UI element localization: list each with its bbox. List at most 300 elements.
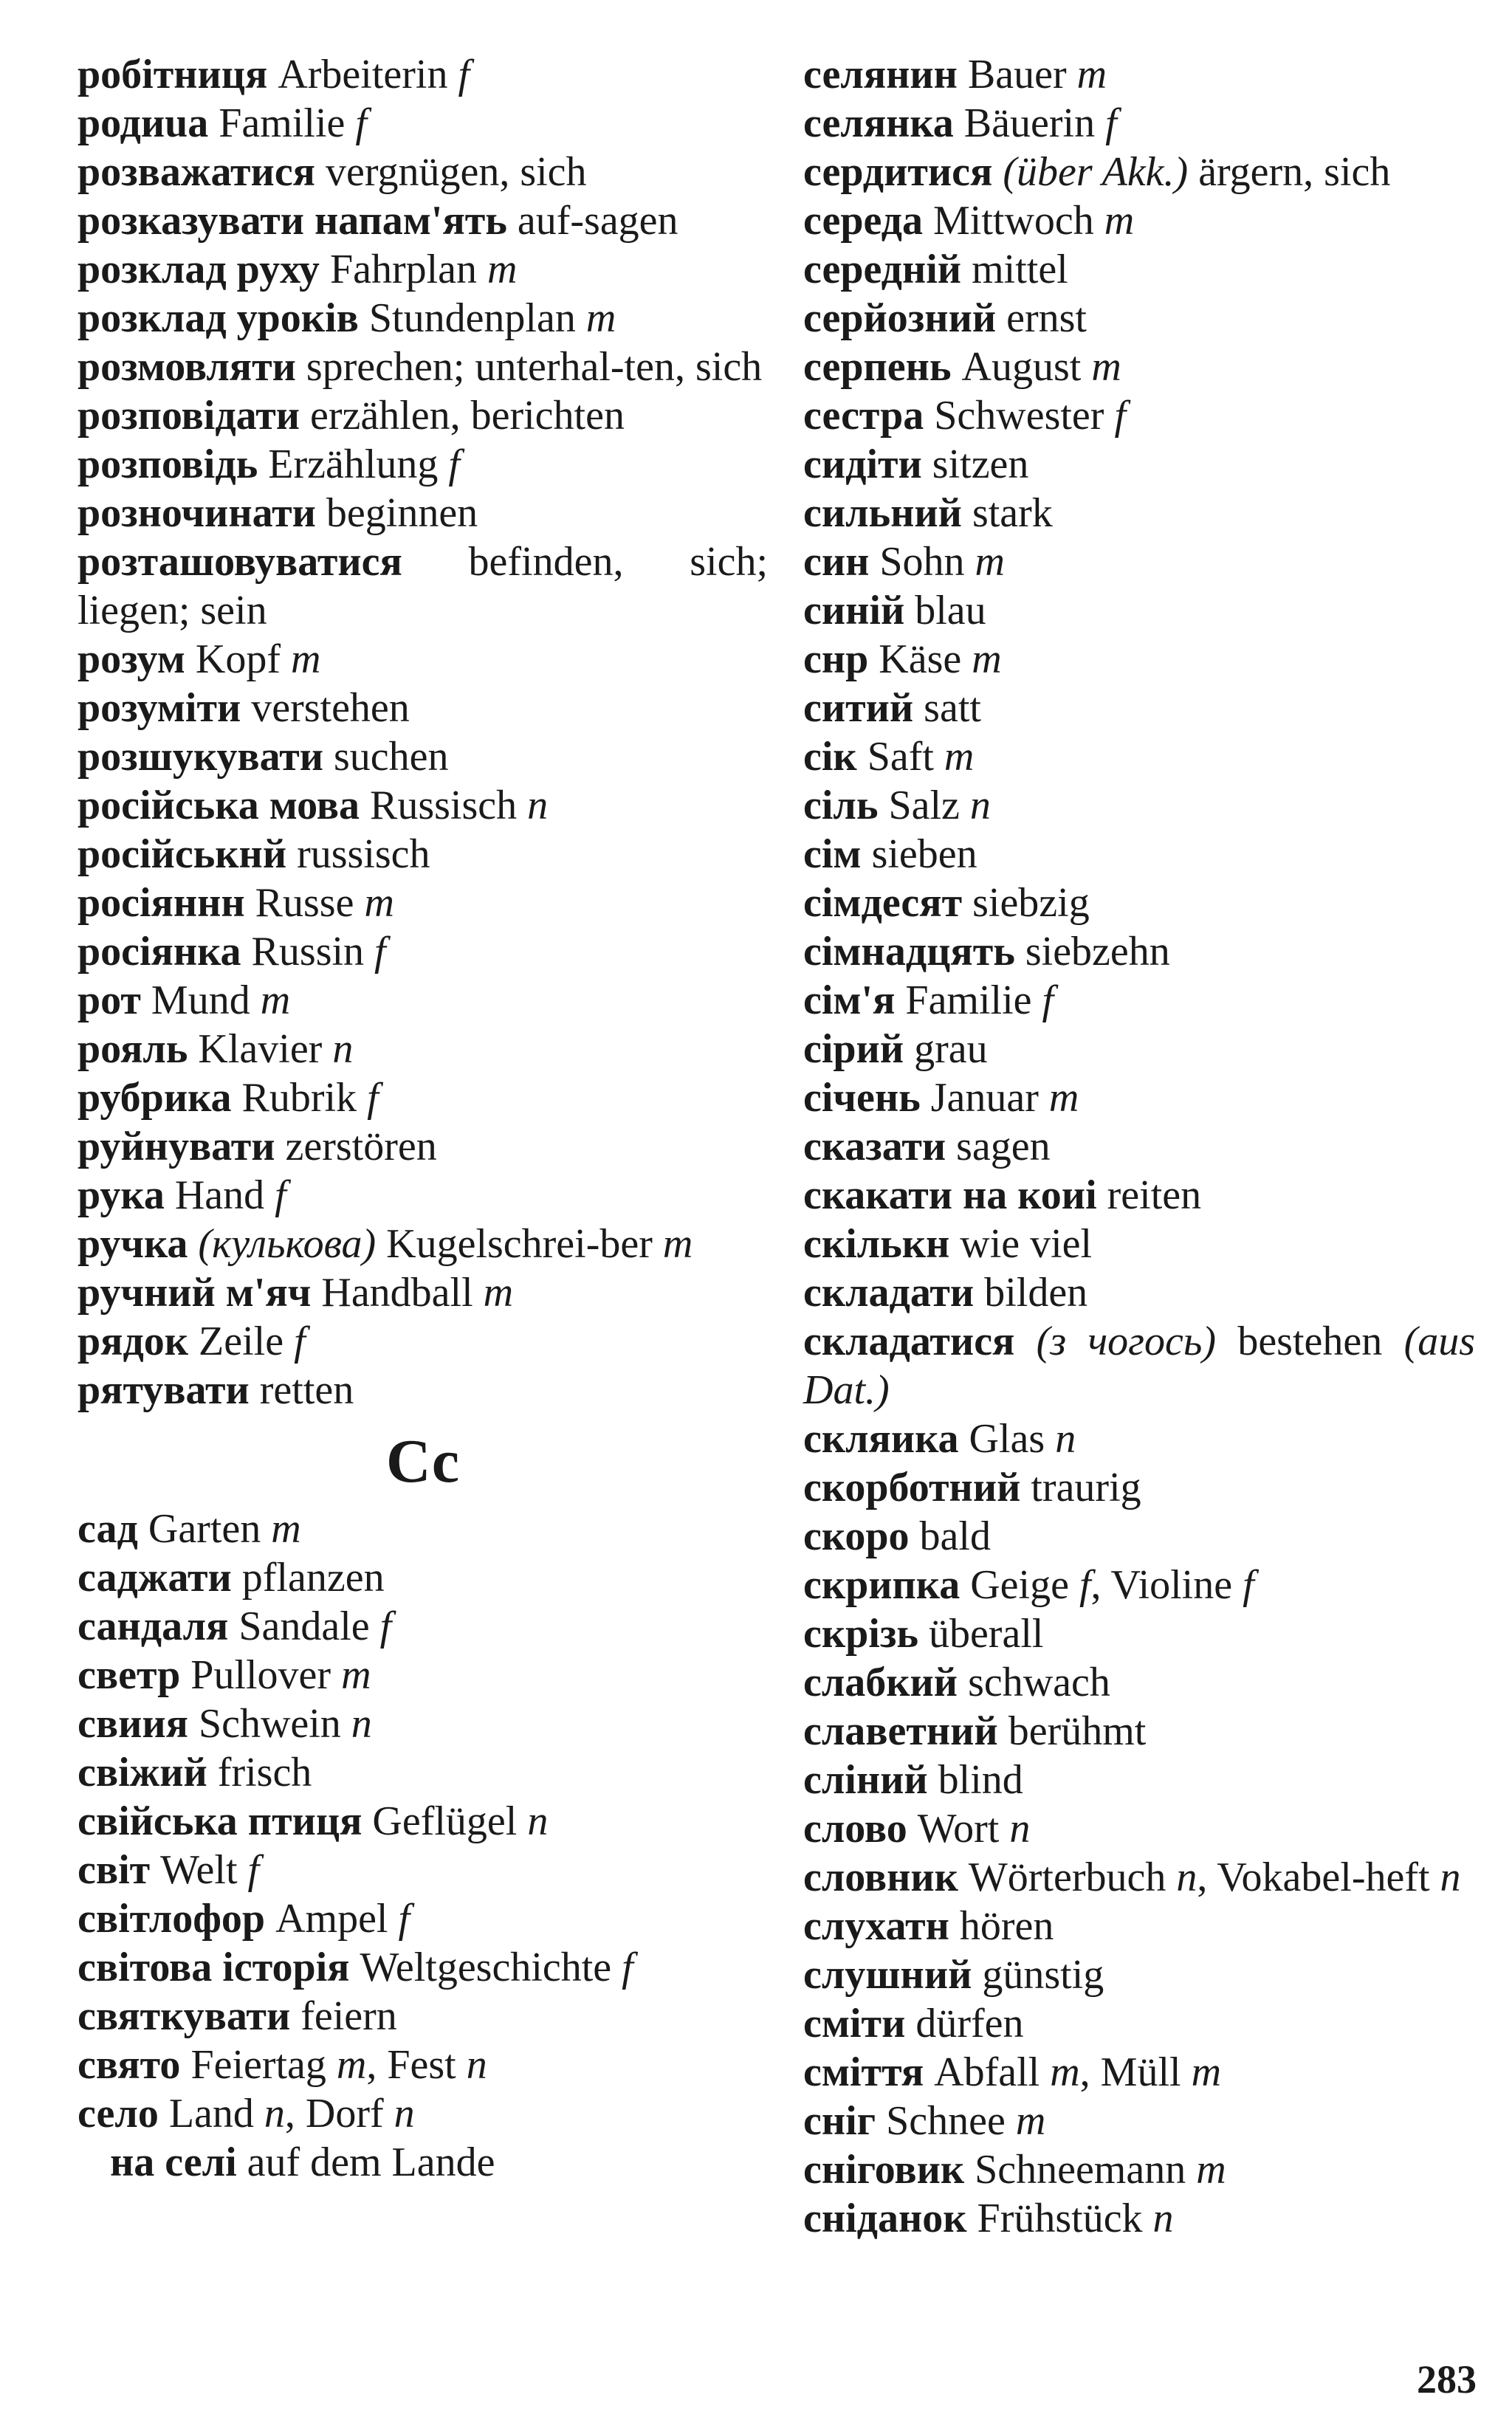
dictionary-entry xyxy=(78,830,768,879)
translation: mittel xyxy=(961,247,1068,292)
headword: сірий xyxy=(803,1026,904,1072)
gender-marker: f xyxy=(1042,977,1054,1023)
translation: Schwester xyxy=(924,393,1104,439)
gender-marker: f xyxy=(355,100,367,146)
headword: свіжий xyxy=(78,1750,207,1795)
translation: auf-sagen xyxy=(506,198,678,244)
dictionary-entry xyxy=(803,879,1475,927)
dictionary-entry xyxy=(803,196,1475,245)
gender-marker: f xyxy=(294,1319,306,1364)
dictionary-entry xyxy=(803,927,1475,976)
headword: словник xyxy=(803,1854,958,1900)
translation: , Fest xyxy=(366,2042,456,2088)
translation: Hand xyxy=(164,1172,265,1218)
translation: verstehen xyxy=(241,685,410,731)
translation: Bauer xyxy=(957,52,1067,97)
gender-marker: m xyxy=(944,734,975,780)
headword: розшукувати xyxy=(78,734,323,780)
dictionary-entry xyxy=(78,148,768,196)
dictionary-entry xyxy=(803,1317,1475,1414)
dictionary-entry xyxy=(78,50,768,99)
translation: sieben xyxy=(861,831,977,877)
translation: Handball xyxy=(311,1270,473,1316)
dictionary-entry xyxy=(803,1268,1475,1317)
translation: Welt xyxy=(150,1847,238,1893)
dictionary-entry xyxy=(78,1366,768,1414)
translation: wie viel xyxy=(949,1221,1093,1267)
headword: сказати xyxy=(803,1124,946,1169)
translation: Sandale xyxy=(228,1603,370,1649)
headword: ручний м'яч xyxy=(78,1270,312,1316)
dictionary-entry xyxy=(78,1505,768,1553)
section-letter: Сс xyxy=(386,1427,459,1496)
gender-marker: n xyxy=(1152,2196,1174,2241)
headword: ручка xyxy=(78,1221,188,1267)
headword: середа xyxy=(803,198,923,244)
headword: свято xyxy=(78,2042,181,2088)
dictionary-entry xyxy=(78,1317,768,1366)
gender-marker: m xyxy=(290,636,321,682)
dictionary-entry xyxy=(78,1797,768,1846)
headword: на селі xyxy=(110,2139,237,2185)
gender-marker: f xyxy=(374,929,386,974)
gender-marker: m xyxy=(1050,2049,1080,2095)
translation: Klavier xyxy=(188,1026,323,1072)
headword: розуміти xyxy=(78,685,241,731)
headword: син xyxy=(803,539,870,585)
dictionary-entry xyxy=(803,635,1475,684)
dictionary-entry xyxy=(803,294,1475,343)
dictionary-entry xyxy=(78,781,768,830)
dictionary-entry xyxy=(78,1553,768,1602)
entries-s-right xyxy=(803,50,1475,2243)
dictionary-entry xyxy=(803,1512,1475,1561)
dictionary-entry xyxy=(78,2041,768,2089)
translation: suchen xyxy=(323,734,449,780)
headword: росіянка xyxy=(78,929,241,974)
gender-marker: f xyxy=(1243,1562,1254,1608)
dictionary-entry xyxy=(78,1602,768,1651)
dictionary-entry xyxy=(803,1902,1475,1950)
headword: святкувати xyxy=(78,1993,291,2039)
gender-marker: n xyxy=(332,1026,354,1072)
translation: traurig xyxy=(1020,1465,1141,1510)
headword: світ xyxy=(78,1847,151,1893)
usage-note: (з чогось) xyxy=(1036,1319,1217,1364)
dictionary-entry xyxy=(78,635,768,684)
dictionary-entry xyxy=(803,50,1475,99)
headword: складати xyxy=(803,1270,975,1316)
gender-marker: f xyxy=(448,441,460,487)
headword: розважатися xyxy=(78,149,315,195)
dictionary-entry xyxy=(803,684,1475,732)
translation: Garten xyxy=(137,1506,261,1552)
dictionary-entry xyxy=(803,440,1475,489)
dictionary-entry xyxy=(803,2145,1475,2194)
gender-marker: f xyxy=(622,1945,633,1990)
gender-marker: m xyxy=(585,295,616,341)
translation: Feiertag xyxy=(180,2042,326,2088)
headword: скорботний xyxy=(803,1465,1021,1510)
translation: blind xyxy=(927,1757,1023,1803)
translation: schwach xyxy=(958,1660,1110,1705)
headword: світова історія xyxy=(78,1945,350,1990)
dictionary-entry xyxy=(803,1171,1475,1220)
dictionary-entry xyxy=(803,391,1475,440)
headword: сліний xyxy=(803,1757,928,1803)
gender-marker: m xyxy=(662,1221,693,1267)
dictionary-entry xyxy=(78,1846,768,1894)
gender-marker: m xyxy=(483,1270,514,1316)
left-column xyxy=(78,50,768,2187)
dictionary-entry xyxy=(78,1894,768,1943)
dictionary-entry xyxy=(78,391,768,440)
dictionary-entry xyxy=(803,99,1475,148)
gender-marker: m xyxy=(1104,198,1135,244)
translation: August xyxy=(951,344,1082,390)
translation: Schwein xyxy=(188,1701,341,1747)
gender-marker: n xyxy=(969,783,991,828)
gender-marker: n xyxy=(466,2042,487,2088)
headword: саджати xyxy=(78,1555,232,1601)
translation: Russin xyxy=(241,929,365,974)
headword: слушний xyxy=(803,1952,972,1998)
translation: bilden xyxy=(974,1270,1088,1316)
translation: dürfen xyxy=(905,2001,1024,2046)
translation: sitzen xyxy=(921,441,1029,487)
translation: feiern xyxy=(290,1993,397,2039)
dictionary-entry xyxy=(803,489,1475,537)
headword: сміти xyxy=(803,2001,906,2046)
headword: слухатн xyxy=(803,1903,949,1949)
gender-marker: m xyxy=(972,636,1002,682)
dictionary-entry xyxy=(78,294,768,343)
translation: Frühstück xyxy=(966,2196,1143,2241)
headword: скакати на коиі xyxy=(803,1172,1097,1218)
headword: середній xyxy=(803,247,962,292)
dictionary-entry xyxy=(803,343,1475,391)
headword: сніданок xyxy=(803,2196,967,2241)
headword: сад xyxy=(78,1506,138,1552)
headword: сік xyxy=(803,734,857,780)
gender-marker: m xyxy=(1015,2098,1046,2144)
translation: Salz xyxy=(878,783,960,828)
dictionary-entry xyxy=(78,537,768,635)
headword: свиия xyxy=(78,1701,188,1747)
dictionary-entry xyxy=(78,1748,768,1797)
translation: auf dem Lande xyxy=(236,2139,495,2185)
translation: beginnen xyxy=(315,490,478,536)
headword: російська мова xyxy=(78,783,360,828)
translation: Mund xyxy=(140,977,250,1023)
translation: Familie xyxy=(895,977,1032,1023)
dictionary-entry xyxy=(78,99,768,148)
gender-marker: n xyxy=(1009,1806,1031,1852)
dictionary-entry xyxy=(803,586,1475,635)
headword: серйозний xyxy=(803,295,997,341)
dictionary-entry xyxy=(803,245,1475,294)
headword: сестра xyxy=(803,393,924,439)
translation: Sohn xyxy=(869,539,965,585)
headword: родиua xyxy=(78,100,209,146)
gender-marker: f xyxy=(367,1075,379,1121)
translation: Bäuerin xyxy=(953,100,1096,146)
headword: слабкий xyxy=(803,1660,958,1705)
entries-r xyxy=(78,50,768,1414)
headword: світлофор xyxy=(78,1896,266,1942)
translation: Schnee xyxy=(876,2098,1006,2144)
headword: сніговик xyxy=(803,2147,965,2193)
gender-marker: n xyxy=(527,783,549,828)
gender-marker: f xyxy=(275,1172,286,1218)
headword: рука xyxy=(78,1172,165,1218)
gender-marker: f xyxy=(247,1847,260,1893)
dictionary-entry xyxy=(78,879,768,927)
translation: erzählen, berichten xyxy=(299,393,625,439)
translation: grau xyxy=(904,1026,988,1072)
dictionary-entry xyxy=(803,1025,1475,1073)
headword: селянка xyxy=(803,100,954,146)
translation: Stundenplan xyxy=(358,295,576,341)
dictionary-entry xyxy=(78,196,768,245)
headword: сніг xyxy=(803,2098,876,2144)
gender-marker: n xyxy=(351,1701,372,1747)
gender-marker: f xyxy=(398,1896,410,1942)
translation: sprechen; unterhal-ten, sich xyxy=(295,344,763,390)
translation: pflanzen xyxy=(231,1555,385,1601)
headword: свійська птиця xyxy=(78,1798,362,1844)
translation: Land xyxy=(158,2091,254,2137)
headword: сміття xyxy=(803,2049,924,2095)
translation: ernst xyxy=(996,295,1087,341)
headword: руйнувати xyxy=(78,1124,275,1169)
entries-s-left xyxy=(78,1505,768,2187)
headword: скрипка xyxy=(803,1562,961,1608)
dictionary-entry xyxy=(78,1220,768,1268)
translation: bestehen xyxy=(1216,1319,1404,1364)
gender-marker: m xyxy=(364,880,394,926)
translation: berühmt xyxy=(997,1708,1147,1754)
gender-marker: n xyxy=(1176,1854,1197,1900)
page-number: 283 xyxy=(1417,2357,1477,2402)
dictionary-entry xyxy=(78,684,768,732)
headword: розум xyxy=(78,636,185,682)
translation: , Violine xyxy=(1090,1562,1233,1608)
translation: sagen xyxy=(946,1124,1051,1169)
dictionary-entry xyxy=(803,1999,1475,2048)
gender-marker: n xyxy=(527,1798,549,1844)
dictionary-entry xyxy=(803,1073,1475,1122)
usage-note: (кулькова) xyxy=(198,1221,377,1267)
translation: Familie xyxy=(208,100,346,146)
headword: робітниця xyxy=(78,52,268,97)
headword: розповідь xyxy=(78,441,258,487)
dictionary-entry xyxy=(78,976,768,1025)
headword: рояль xyxy=(78,1026,188,1072)
headword: сімнадцять xyxy=(803,929,1015,974)
dictionary-entry xyxy=(803,1609,1475,1658)
dictionary-entry xyxy=(803,148,1475,196)
dictionary-entry xyxy=(78,1699,768,1748)
headword: синій xyxy=(803,588,905,633)
translation: Geflügel xyxy=(362,1798,518,1844)
headword: рубрика xyxy=(78,1075,232,1121)
gender-marker: m xyxy=(1091,344,1121,390)
translation: vergnügen, sich xyxy=(315,149,587,195)
dictionary-entry xyxy=(78,1171,768,1220)
dictionary-entry xyxy=(803,1414,1475,1463)
dictionary-entry xyxy=(78,1073,768,1122)
headword: розповідати xyxy=(78,393,300,439)
headword: ситий xyxy=(803,685,914,731)
headword: рятувати xyxy=(78,1367,250,1413)
translation: Schneemann xyxy=(964,2147,1186,2193)
translation: ärgern, sich xyxy=(1188,149,1391,195)
headword: російськнй xyxy=(78,831,287,877)
translation: retten xyxy=(249,1367,354,1413)
dictionary-entry xyxy=(78,1025,768,1073)
gender-marker: n xyxy=(264,2091,285,2137)
headword: сімдесят xyxy=(803,880,963,926)
headword: січень xyxy=(803,1075,921,1121)
right-column xyxy=(803,50,1475,2243)
headword: скляика xyxy=(803,1416,959,1462)
translation: , Vokabel-heft xyxy=(1197,1854,1430,1900)
translation: Russisch xyxy=(359,783,518,828)
dictionary-entry xyxy=(803,1122,1475,1171)
gender-marker: m xyxy=(1076,52,1107,97)
translation: , Dorf xyxy=(284,2091,384,2137)
dictionary-entry xyxy=(803,1463,1475,1512)
dictionary-entry xyxy=(78,489,768,537)
headword: слово xyxy=(803,1806,907,1852)
dictionary-entry xyxy=(803,1707,1475,1756)
translation: stark xyxy=(961,490,1053,536)
usage-note: (aus Dat.) xyxy=(803,1319,1476,1413)
headword: скоро xyxy=(803,1513,910,1559)
dictionary-entry xyxy=(78,927,768,976)
translation: hören xyxy=(949,1903,1054,1949)
gender-marker: n xyxy=(1440,1854,1461,1900)
translation: Arbeiterin xyxy=(267,52,448,97)
headword: село xyxy=(78,2091,159,2137)
translation: Pullover xyxy=(180,1652,331,1698)
dictionary-entry xyxy=(78,343,768,391)
translation: siebzehn xyxy=(1014,929,1170,974)
gender-marker: f xyxy=(1114,393,1126,439)
translation: Glas xyxy=(958,1416,1045,1462)
headword: розташовуватися xyxy=(78,539,402,585)
dictionary-entry xyxy=(803,830,1475,879)
translation: günstig xyxy=(972,1952,1104,1998)
dictionary-entry xyxy=(78,245,768,294)
dictionary-entry xyxy=(78,732,768,781)
gender-marker: m xyxy=(487,247,518,292)
dictionary-entry xyxy=(803,1658,1475,1707)
headword: рядок xyxy=(78,1319,189,1364)
gender-marker: m xyxy=(271,1506,301,1552)
headword: славетний xyxy=(803,1708,998,1754)
translation: , Müll xyxy=(1079,2049,1181,2095)
headword: розклад уроків xyxy=(78,295,359,341)
translation: befinden, sich; liegen; sein xyxy=(78,539,768,633)
translation: Abfall xyxy=(924,2049,1040,2095)
dictionary-entry xyxy=(78,1651,768,1699)
translation: Käse xyxy=(868,636,962,682)
translation: Kopf xyxy=(185,636,281,682)
translation: Russe xyxy=(244,880,354,926)
headword: росіяннн xyxy=(78,880,245,926)
gender-marker: n xyxy=(394,2091,415,2137)
dictionary-entry xyxy=(803,2194,1475,2243)
headword: рот xyxy=(78,977,141,1023)
headword: розказувати напам'ять xyxy=(78,198,507,244)
translation: Fahrplan xyxy=(319,247,477,292)
dictionary-entry xyxy=(803,732,1475,781)
translation: reiten xyxy=(1096,1172,1202,1218)
headword: розночинати xyxy=(78,490,316,536)
gender-marker: f xyxy=(1079,1562,1091,1608)
translation: Saft xyxy=(856,734,934,780)
translation: Ampel xyxy=(265,1896,388,1942)
translation: Mittwoch xyxy=(922,198,1094,244)
dictionary-entry xyxy=(78,440,768,489)
headword: серпень xyxy=(803,344,952,390)
translation: siebzig xyxy=(962,880,1090,926)
translation: russisch xyxy=(286,831,430,877)
translation: Geige xyxy=(960,1562,1069,1608)
translation: Wörterbuch xyxy=(958,1854,1166,1900)
dictionary-entry xyxy=(803,976,1475,1025)
usage-note: (über Akk.) xyxy=(1003,149,1189,195)
dictionary-entry xyxy=(803,1950,1475,1999)
translation: Kugelschrei-ber xyxy=(376,1221,653,1267)
dictionary-entry xyxy=(803,1853,1475,1902)
headword: скількн xyxy=(803,1221,950,1267)
dictionary-entry xyxy=(78,2138,768,2187)
translation: Weltgeschichte xyxy=(349,1945,612,1990)
translation: frisch xyxy=(207,1750,312,1795)
dictionary-entry xyxy=(78,1992,768,2041)
dictionary-entry xyxy=(803,1220,1475,1268)
headword: сім xyxy=(803,831,862,877)
headword: сильний xyxy=(803,490,962,536)
headword: сердитися xyxy=(803,149,993,195)
gender-marker: m xyxy=(975,539,1005,585)
translation: zerstören xyxy=(275,1124,437,1169)
gender-marker: m xyxy=(260,977,291,1023)
gender-marker: n xyxy=(1055,1416,1076,1462)
dictionary-entry xyxy=(78,1122,768,1171)
headword: розклад руху xyxy=(78,247,320,292)
gender-marker: f xyxy=(458,52,470,97)
headword: селянин xyxy=(803,52,958,97)
dictionary-entry xyxy=(803,1804,1475,1853)
dictionary-entry xyxy=(803,2048,1475,2097)
translation: Erzählung xyxy=(258,441,439,487)
gender-marker: f xyxy=(379,1603,392,1649)
dictionary-entry xyxy=(78,1943,768,1992)
gender-marker: m xyxy=(1196,2147,1226,2193)
gender-marker: m xyxy=(1191,2049,1222,2095)
headword: сім'я xyxy=(803,977,896,1023)
dictionary-entry xyxy=(803,781,1475,830)
headword: сандаля xyxy=(78,1603,229,1649)
gender-marker: f xyxy=(1105,100,1117,146)
headword: сіль xyxy=(803,783,879,828)
dictionary-entry xyxy=(78,2089,768,2138)
dictionary-entry xyxy=(803,1561,1475,1609)
